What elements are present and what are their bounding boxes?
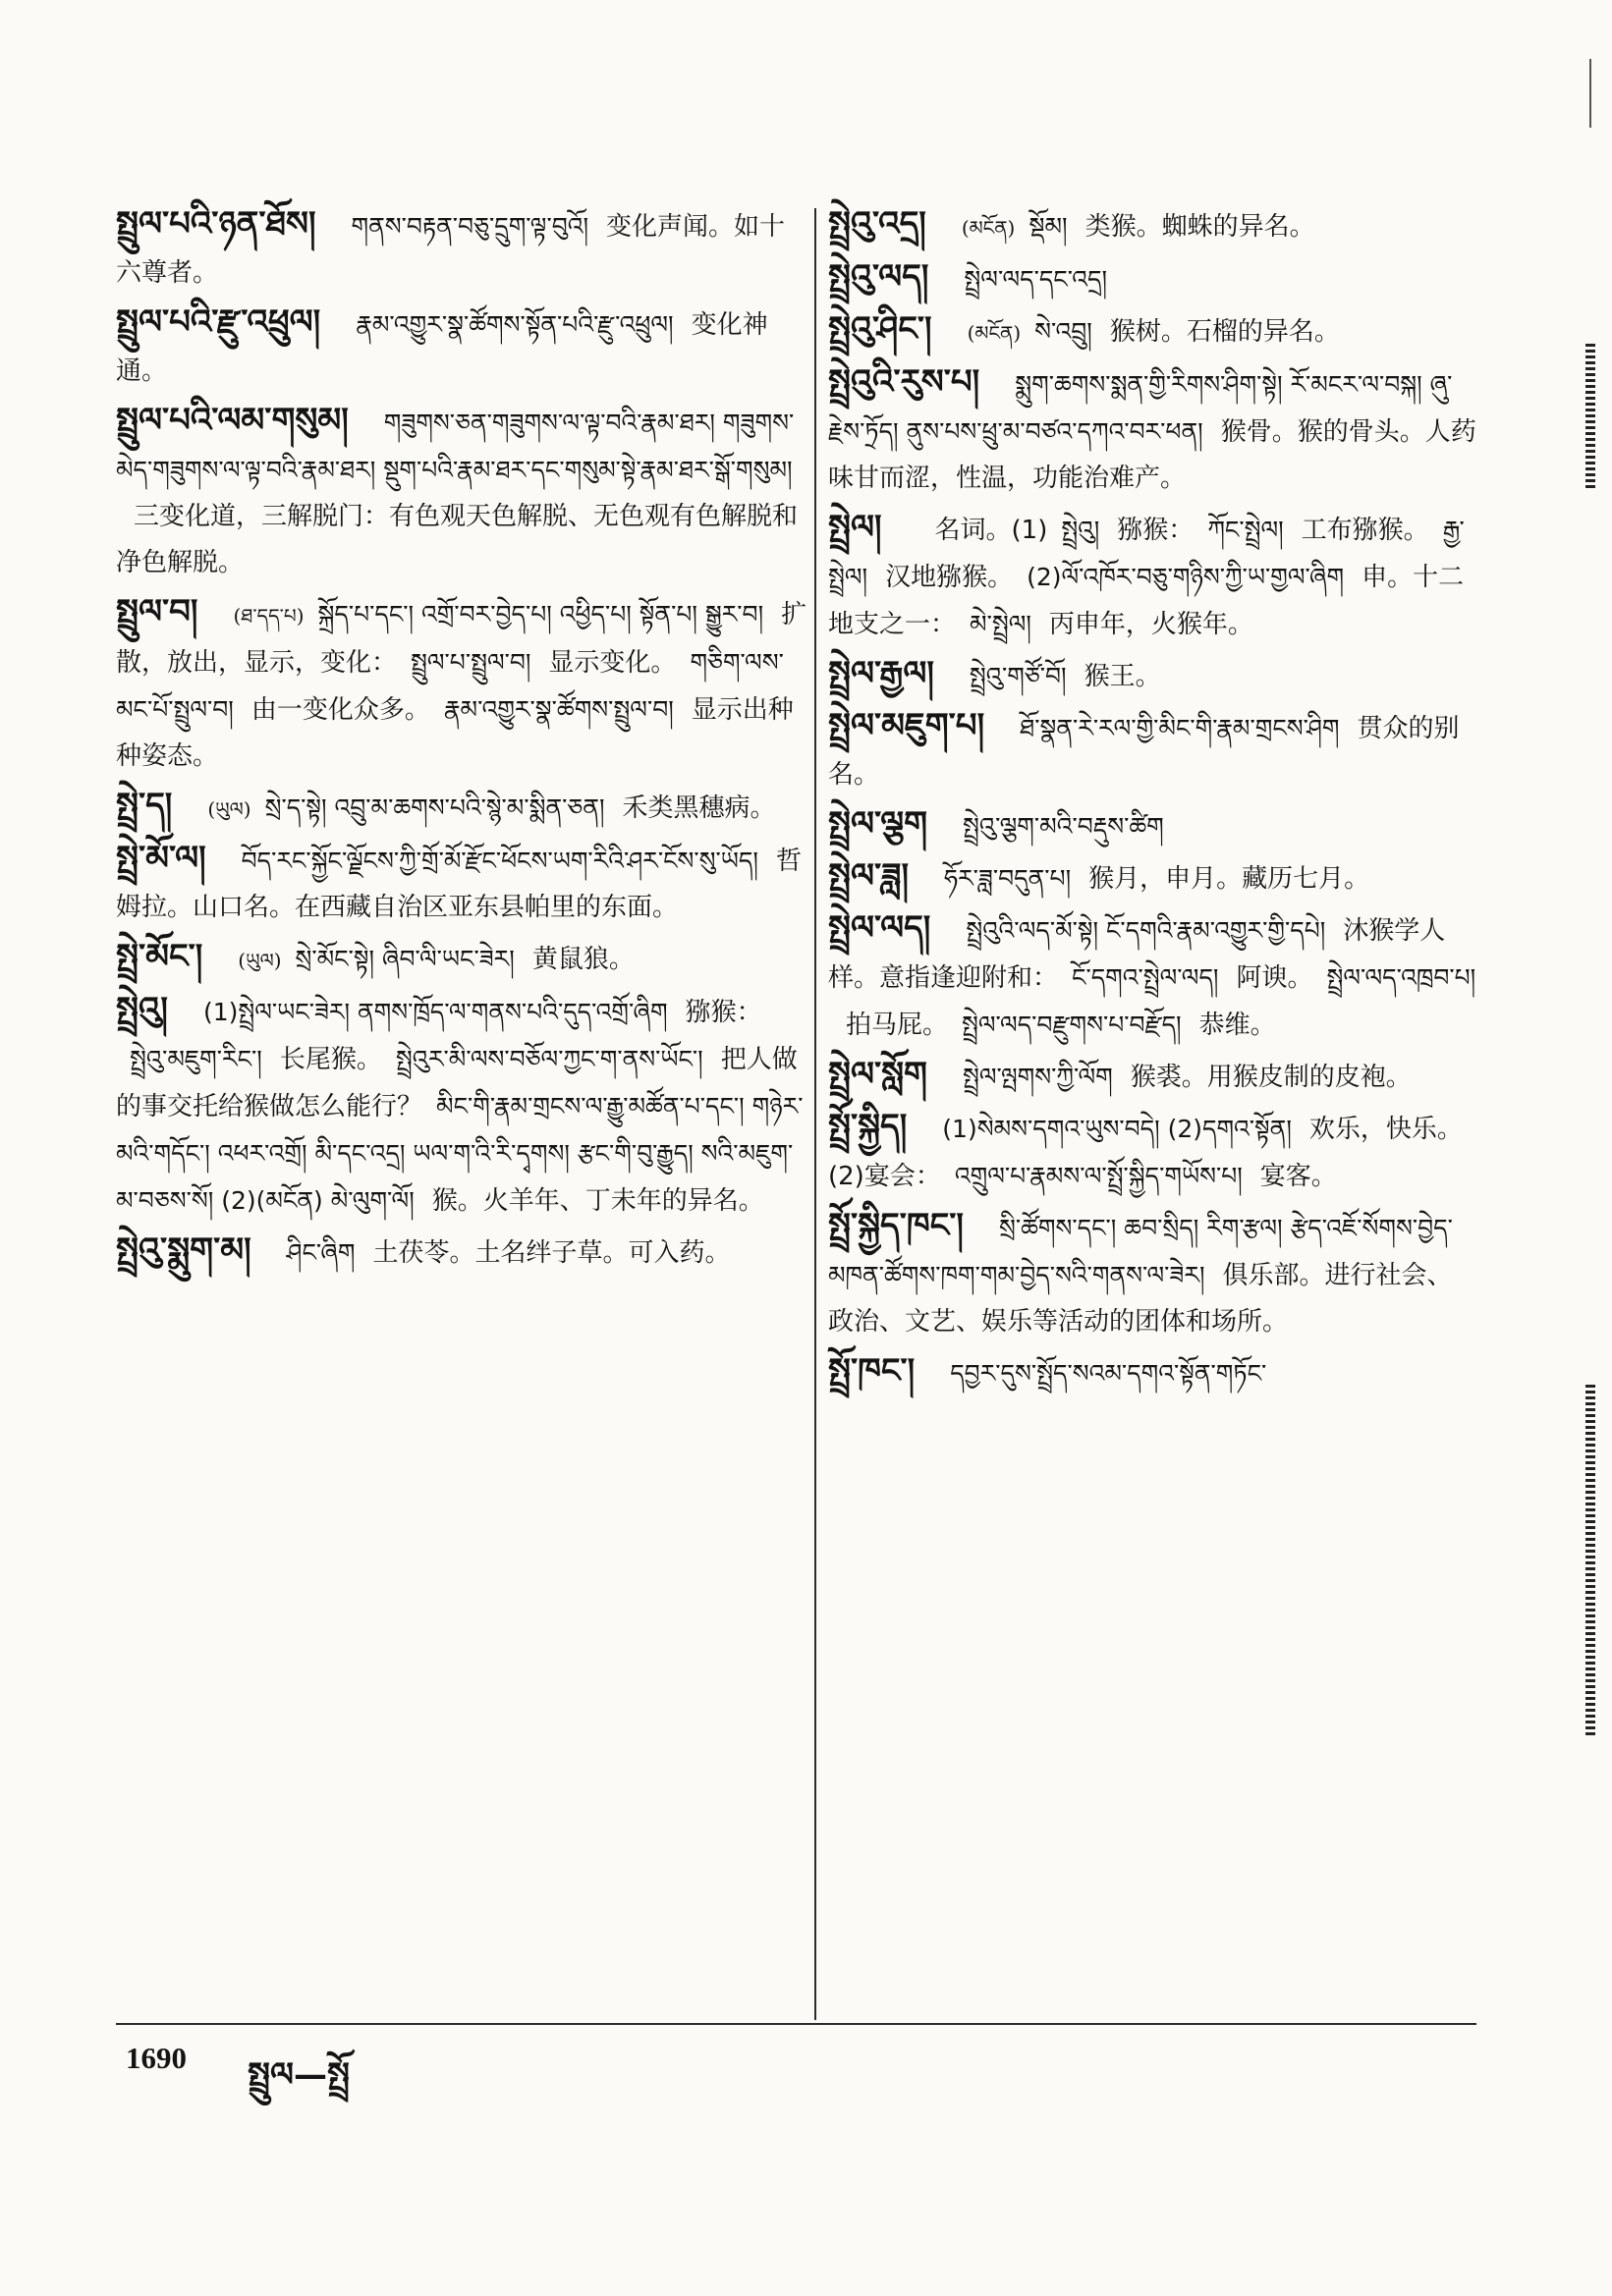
entry-headword: སྤྲུལ་པའི་ལམ་གསུམ། <box>116 401 349 440</box>
entry-headword: སྤྲེལ། <box>828 508 882 547</box>
entry-headword: སྤྲེ་མོ་ལ། <box>116 839 206 878</box>
chinese-definition: 黄鼠狼。 <box>531 945 635 974</box>
dictionary-entry <box>116 783 808 833</box>
example-tibetan: ཀོང་སྤྲེལ། <box>1207 516 1284 544</box>
chinese-definition: 名词。(1) <box>934 516 1048 545</box>
edge-tab-mark <box>1585 344 1595 491</box>
chinese-definition: 贯众的别名。 <box>828 714 1460 790</box>
entry-headword: སྤྲོ་སྐྱིད་ཁང་། <box>828 1206 964 1245</box>
chinese-definition: 猴裘。用猴皮制的皮袍。 <box>1130 1063 1412 1092</box>
chinese-definition: 猴月，申月。藏历七月。 <box>1088 864 1370 894</box>
register-tag: (ཡུལ) <box>207 797 251 821</box>
entry-headword: སྤྲོ་ཁང་། <box>828 1351 916 1391</box>
dictionary-entry <box>116 300 808 395</box>
tibetan-definition: ཤིང་ཞིག <box>286 1238 356 1267</box>
entry-headword: སྤྲེ་མོང་། <box>116 937 203 976</box>
example-chinese: 拍马屁。 <box>846 1011 949 1040</box>
register-tag: (མངོན) <box>961 216 1016 240</box>
chinese-definition: 哲姆拉。山口名。在西藏自治区亚东县帕里的东面。 <box>116 847 802 922</box>
chinese-definition: 猴树。石榴的异名。 <box>1109 317 1340 347</box>
dictionary-entry <box>116 201 808 297</box>
chinese-definition: 欢乐，快乐。(2)宴会： <box>828 1115 1463 1191</box>
register-tag: (ཡུལ) <box>238 949 282 972</box>
tibetan-definition: སྐྲོད་པ་དང་། འགྲོ་བར་བྱེད་པ། འཕྱིད་པ། སྟོན་པ། སྒྱུར་བ། <box>317 600 764 629</box>
chinese-definition: 变化声闻。如十六尊者。 <box>116 212 786 288</box>
entry-headword: སྤྲེལ་ལྕག <box>828 804 928 844</box>
chinese-definition: 猕猴： <box>685 998 762 1027</box>
dictionary-entry <box>828 651 1476 700</box>
example-tibetan: ངོ་དགའ་སྤྲེལ་ལད། <box>1072 963 1219 992</box>
chinese-definition: 禾类黑穗病。 <box>622 793 776 823</box>
example-tibetan: རྒྱ་སྤྲེལ། <box>828 516 1465 591</box>
tibetan-definition: སྲེ་མོང་སྟེ། ཞིབ་ལི་ཡང་ཟེར། <box>295 945 515 973</box>
tibetan-definition: སྡོམ། <box>1028 212 1068 241</box>
tibetan-definition: སྤྲེའུ་གཙོ་བོ། <box>969 662 1067 690</box>
entry-headword: སྤྲེལ་རྒྱལ། <box>828 654 934 693</box>
tibetan-definition: སྲེ་ད་སྟེ། འབྲུ་མ་ཆགས་པའི་སྙེ་མ་སྨིན་ཅན། <box>264 793 605 822</box>
example-chinese: 宴客。 <box>1259 1162 1337 1191</box>
dictionary-entry <box>116 398 808 586</box>
chinese-definition: 类猴。蜘蛛的异名。 <box>1084 212 1315 242</box>
entry-headword: སྤྲེལ་མཇུག་པ། <box>828 706 985 745</box>
footer-rule <box>116 2023 1476 2025</box>
tibetan-definition: སྤྲེལ་ལྤགས་ཀྱི་ལོག <box>962 1063 1113 1091</box>
example-chinese: 猕猴： <box>1117 516 1195 545</box>
dictionary-entry <box>828 853 1476 902</box>
tibetan-definition: (1)སྤྲེལ་ཡང་ཟེར། ནགས་ཁྲོད་ལ་གནས་པའི་དུད་འགྲོ་ཞིག <box>202 998 668 1026</box>
example-chinese: 工布猕猴。 <box>1301 516 1429 545</box>
example-tibetan: སྤྲེའུར་མི་ལས་བཅོལ་ཀྱང་ག་ནས་ཡོང་། <box>395 1045 703 1073</box>
chinese-definition: 猴王。 <box>1084 662 1161 691</box>
example-chinese: 阿谀。 <box>1236 963 1313 993</box>
dictionary-entry <box>828 1348 1476 1397</box>
dictionary-entry <box>116 987 808 1225</box>
tibetan-definition: གནས་བརྟན་བཅུ་དྲུག་ལྟ་བུའོ། <box>351 212 589 241</box>
edge-tab-mark <box>1585 1385 1595 1738</box>
left-column <box>116 201 808 1280</box>
dictionary-entry <box>828 801 1476 850</box>
tibetan-definition: སྲི་ཚོགས་དང་། ཆབ་སྲིད། རིག་རྩལ། རྩེད་འཇོ་སོགས་བྱེད་མཁན་ཚོགས་ཁག་གམ་བྱེད་སའི་གནས་ལ་ཟེར། <box>828 1214 1453 1289</box>
tibetan-definition: དབྱར་དུས་སྤྲོད་སའམ་དགའ་སྟོན་གཏོང་ <box>950 1359 1267 1388</box>
example-chinese: 恭维。 <box>1198 1011 1276 1040</box>
example-chinese: 由一变化众多。 <box>250 695 430 725</box>
entry-headword: སྤྲེའུའི་རུས་པ། <box>828 362 980 402</box>
register-tag: (ཐ་དད་པ) <box>233 604 305 628</box>
example-chinese: 长尾猴。 <box>279 1045 382 1074</box>
dictionary-entry <box>828 201 1476 251</box>
dictionary-entry <box>116 836 808 931</box>
example-tibetan: སྤྲེལ་ལད་འཁྲབ་པ། <box>1326 963 1476 992</box>
tibetan-definition: སེ་འབྲུ། <box>1034 317 1092 346</box>
entry-headword: སྤྲེའུ་ཤིང་། <box>828 309 932 349</box>
right-column <box>828 201 1476 1400</box>
entry-headword: སྤྲེ་ད། <box>116 786 173 825</box>
tibetan-definition: གཟུགས་ཅན་གཟུགས་ལ་ལྟ་བའི་རྣམ་ཐར། གཟུགས་མེད་གཟུགས་ལ་ལྟ་བའི་རྣམ་ཐར། སྡུག་པའི་རྣམ་ཐར་དང་གསུམ་སྟེ་རྣམ་ཐར་སྒོ་གསུམ། <box>116 409 795 484</box>
tibetan-definition: སྤྲེའུ་ལྕག་མའི་བརྡུས་ཚིག <box>963 812 1164 841</box>
chinese-definition: 变化神通。 <box>116 310 768 386</box>
example-chinese: 汉地猕猴。 <box>885 563 1014 592</box>
dictionary-entry <box>828 1203 1476 1345</box>
tibetan-definition: རྣམ་འགྱུར་སྣ་ཚོགས་སྟོན་པའི་རྫུ་འཕྲུལ། <box>356 310 674 339</box>
dictionary-entry <box>116 589 808 780</box>
example-tibetan: གཅིག་ལས་མང་པོ་སྤྲུལ་བ། <box>116 648 784 724</box>
chinese-definition: 三变化道，三解脱门：有色观天色解脱、无色观有色解脱和净色解脱。 <box>116 502 799 577</box>
dictionary-entry <box>116 1228 808 1277</box>
example-tibetan: སྤྲེལ་ལད་བརྫུགས་པ་བརྫོད། <box>962 1011 1182 1039</box>
entry-headword: སྤྲེལ་ལད། <box>828 908 931 948</box>
dictionary-entry <box>116 934 808 984</box>
dictionary-entry <box>828 254 1476 303</box>
entry-headword: སྤྲེའུ་ལད། <box>828 257 929 297</box>
tibetan-definition: (1)སེམས་དགའ་ཡུས་བདེ། (2)དགའ་སྟོན། <box>942 1115 1292 1143</box>
entry-headword: སྤྲེལ་ཟླ། <box>828 856 910 896</box>
entry-headword: སྤྲུལ་བ། <box>116 592 198 631</box>
tibetan-definition: ཧོར་ཟླ་བདུན་པ། <box>944 864 1072 893</box>
example-tibetan: རྣམ་འགྱུར་སྣ་ཚོགས་སྤྲུལ་བ། <box>443 695 674 724</box>
entry-headword: སྤྲེའུ་སྨུག་མ། <box>116 1230 251 1270</box>
example-tibetan: (2)ལོ་འཁོར་བཅུ་གཉིས་ཀྱི་ཡ་གྱལ་ཞིག <box>1027 563 1345 591</box>
dictionary-entry <box>828 1052 1476 1101</box>
dictionary-entry <box>828 505 1476 648</box>
column-divider <box>814 208 816 2020</box>
dictionary-entry <box>828 306 1476 356</box>
example-tibetan: མེ་སྤྲེལ། <box>970 610 1031 638</box>
example-chinese: 显示变化。 <box>548 648 677 678</box>
page-number: 1690 <box>126 2041 187 2075</box>
entry-headword: སྤྲེའུ་འདྲ། <box>828 204 926 244</box>
edge-scan-mark <box>1589 59 1591 128</box>
example-tibetan: འགྲུལ་པ་རྣམས་ལ་སྤྲོ་སྐྱིད་གཡོས་པ། <box>954 1162 1243 1190</box>
entry-headword: སྤྲོ་སྐྱིད། <box>828 1107 908 1146</box>
chinese-definition: 猴骨。猴的骨头。人药味甘而涩，性温，功能治难产。 <box>828 417 1476 493</box>
dictionary-entry <box>828 905 1476 1049</box>
chinese-definition: 沐猴学人样。意指逢迎附和： <box>828 916 1446 993</box>
entry-headword: སྤྲུལ་པའི་རྫུ་འཕྲུལ། <box>116 302 321 342</box>
dictionary-entry <box>828 1104 1476 1200</box>
example-tibetan: སྤྲུལ་པ་སྤྲུལ་བ། <box>411 648 531 677</box>
tibetan-definition: ཐོ་སྣན་རེ་རལ་གྱི་མིང་གི་རྣམ་གྲངས་ཤིག <box>1020 714 1340 742</box>
example-tibetan: སྤྲེའུ་མཇུག་རིང་། <box>130 1045 262 1073</box>
example-tibetan: སྤྲེའུ། <box>1061 516 1100 544</box>
tibetan-definition: སྨུག་ཆགས་སྨན་གྱི་རིགས་ཤིག་སྟེ། རོ་མངར་ལ་བསྐ། ཞུ་རྗེས་ཏྲོད། ནུས་པས་ཕྲུ་མ་བཙའ་དཀའ་བར་ཕན། <box>828 370 1453 446</box>
example-chinese: 把人做的事交托给猴做怎么能行？ <box>116 1045 798 1121</box>
tibetan-definition: བོད་རང་སྐྱོང་ལྗོངས་ཀྱི་གྲོ་མོ་རྫོང་ཕོངས་ཡག་རིའི་ཤར་ངོས་སུ་ཡོད། <box>241 847 758 875</box>
example-chinese: 丙申年，火猴年。 <box>1048 610 1253 639</box>
chinese-definition: 俱乐部。进行社会、政治、文艺、娱乐等活动的团体和场所。 <box>828 1261 1453 1337</box>
guide-words: སྤྲུལ—སྤྲོ <box>248 2055 350 2095</box>
chinese-definition: 扩散，放出，显示，变化： <box>116 600 807 678</box>
dictionary-entry <box>828 703 1476 798</box>
example-chinese: 申。十二地支之一： <box>828 563 1465 639</box>
chinese-definition: 土茯苓。土名绊子草。可入药。 <box>372 1238 731 1268</box>
entry-headword: སྤྲེལ་སློག <box>828 1055 927 1094</box>
example-chinese: 显示出种种姿态。 <box>116 695 794 771</box>
entry-headword: སྤྲུལ་པའི་ཉན་ཐོས། <box>116 204 316 244</box>
tibetan-definition: སྤྲེའུའི་ལད་མོ་སྟེ། ངོ་དགའི་རྣམ་འགྱུར་གྱི་དཔེ། <box>966 916 1326 945</box>
tibetan-definition: སྤྲེལ་ལད་དང་འདྲ། <box>964 265 1107 294</box>
example-tibetan: མིང་གི་རྣམ་གྲངས་ལ་རྒྱུ་མཚོན་པ་དང་། གཉེར་མའི་གདོང་། འཕར་འགྲོ། མི་དང་འདྲ། ཡལ་ག་འི་རི་དྭགས། རྩང་གི་བུ་རྒྱུད། སའི་མཇུག་མ་བཅས་སོ། (2)(མངོན) མེ་ལུག་ལོ། <box>116 1092 804 1215</box>
dictionary-entry <box>828 359 1476 502</box>
register-tag: (མངོན) <box>967 321 1022 345</box>
entry-headword: སྤྲེའུ། <box>116 990 168 1029</box>
example-chinese: 猴。火羊年、丁未年的异名。 <box>431 1186 764 1216</box>
